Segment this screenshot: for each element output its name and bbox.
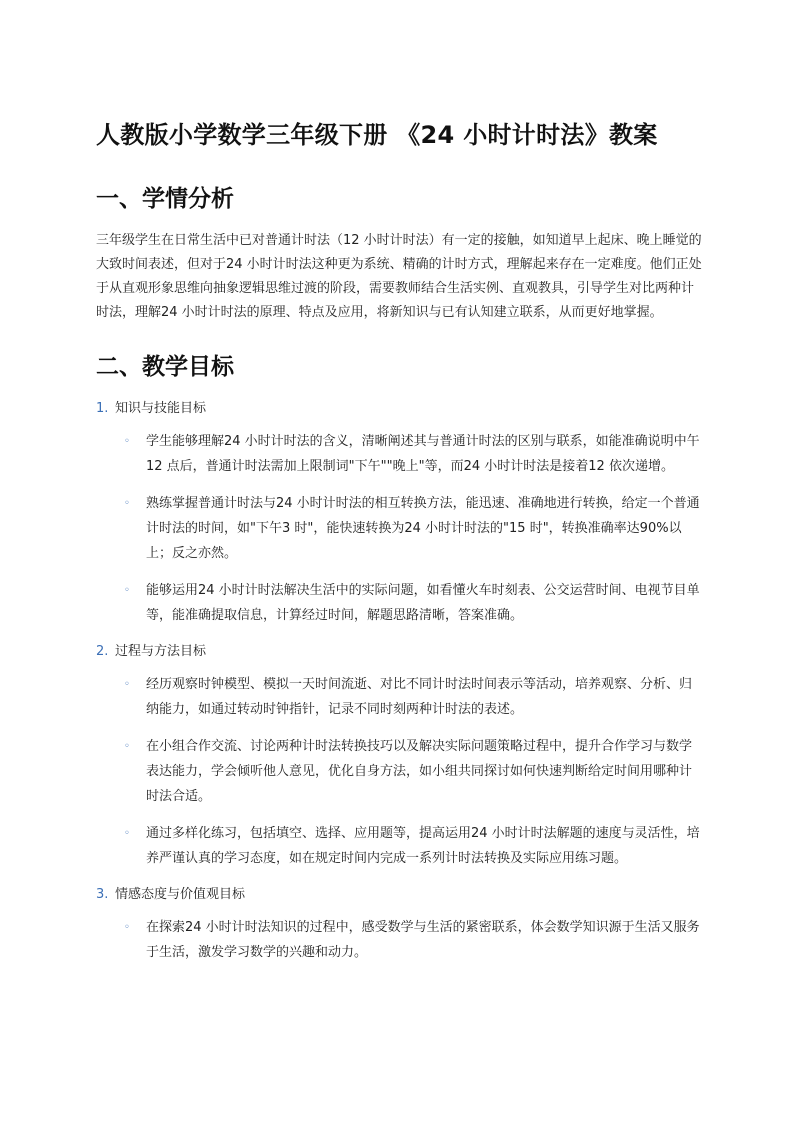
bullet-icon: ◦	[124, 741, 130, 752]
bullet-icon: ◦	[124, 436, 130, 447]
goal-heading	[96, 883, 702, 907]
goal-number: 3.	[96, 887, 109, 902]
list-item-text: 学生能够理解24 小时计时法的含义，清晰阐述其与普通计时法的区别与联系，如能准确说明中午12 点后，普通计时法需加上限制词"下午""晚上"等，而24 小时计时法是接着12 依次递增。	[146, 434, 700, 474]
section-heading-analysis: 一、学情分析	[96, 186, 234, 212]
bullet-icon: ◦	[124, 585, 130, 596]
goal-sublist	[96, 429, 702, 628]
goal-heading	[96, 397, 702, 421]
list-item	[96, 915, 702, 965]
list-item-text: 经历观察时钟模型、模拟一天时间流逝、对比不同计时法时间表示等活动，培养观察、分析、归纳能力，如通过转动时钟指针，记录不同时刻两种计时法的表述。	[146, 677, 693, 717]
list-item-text: 熟练掌握普通计时法与24 小时计时法的相互转换方法，能迅速、准确地进行转换，给定一个普通计时法的时间，如"下午3 时"，能快速转换为24 小时计时法的"15 时"，转换准确率达90%以上；反之亦然。	[146, 496, 700, 561]
goal-item-attitude	[96, 883, 702, 965]
goal-label: 过程与方法目标	[115, 644, 207, 659]
list-item-text: 能够运用24 小时计时法解决生活中的实际问题，如看懂火车时刻表、公交运营时间、电视节目单等，能准确提取信息，计算经过时间，解题思路清晰，答案准确。	[146, 583, 700, 623]
bullet-icon: ◦	[124, 828, 130, 839]
section-heading-goals: 二、教学目标	[96, 354, 234, 380]
list-item	[96, 821, 702, 871]
list-item	[96, 578, 702, 628]
list-item	[96, 672, 702, 722]
list-item	[96, 734, 702, 809]
bullet-icon: ◦	[124, 679, 130, 690]
goal-sublist	[96, 672, 702, 871]
goal-heading	[96, 640, 702, 664]
goals-list	[96, 397, 702, 965]
list-item	[96, 429, 702, 479]
document-title: 人教版小学数学三年级下册 《24 小时计时法》教案	[96, 121, 658, 149]
goal-label: 知识与技能目标	[115, 401, 207, 416]
list-item-text: 在探索24 小时计时法知识的过程中，感受数学与生活的紧密联系，体会数学知识源于生活又服务于生活，激发学习数学的兴趣和动力。	[146, 920, 700, 960]
goal-number: 2.	[96, 644, 109, 659]
document-page	[96, 117, 702, 977]
analysis-paragraph: 三年级学生在日常生活中已对普通计时法（12 小时计时法）有一定的接触，如知道早上起床、晚上睡觉的大致时间表述，但对于24 小时计时法这种更为系统、精确的计时方式，理解起来存在一定难度。他们正处于从直观形象思维向抽象逻辑思维过渡的阶段，需要教师结合生活实例、直观教具，引导学生对比两种计时法，理解24 小时计时法的原理、特点及应用，将新知识与已有认知建立联系，从而更好地掌握。	[96, 233, 702, 320]
bullet-icon: ◦	[124, 922, 130, 933]
bullet-icon: ◦	[124, 498, 130, 509]
goal-label: 情感态度与价值观目标	[115, 887, 246, 902]
list-item	[96, 491, 702, 566]
goal-item-knowledge	[96, 397, 702, 628]
goal-item-process	[96, 640, 702, 871]
list-item-text: 在小组合作交流、讨论两种计时法转换技巧以及解决实际问题策略过程中，提升合作学习与数学表达能力，学会倾听他人意见，优化自身方法，如小组共同探讨如何快速判断给定时间用哪种计时法合适。	[146, 739, 693, 804]
list-item-text: 通过多样化练习，包括填空、选择、应用题等，提高运用24 小时计时法解题的速度与灵活性，培养严谨认真的学习态度，如在规定时间内完成一系列计时法转换及实际应用练习题。	[146, 826, 700, 866]
goal-sublist	[96, 915, 702, 965]
goal-number: 1.	[96, 401, 109, 416]
